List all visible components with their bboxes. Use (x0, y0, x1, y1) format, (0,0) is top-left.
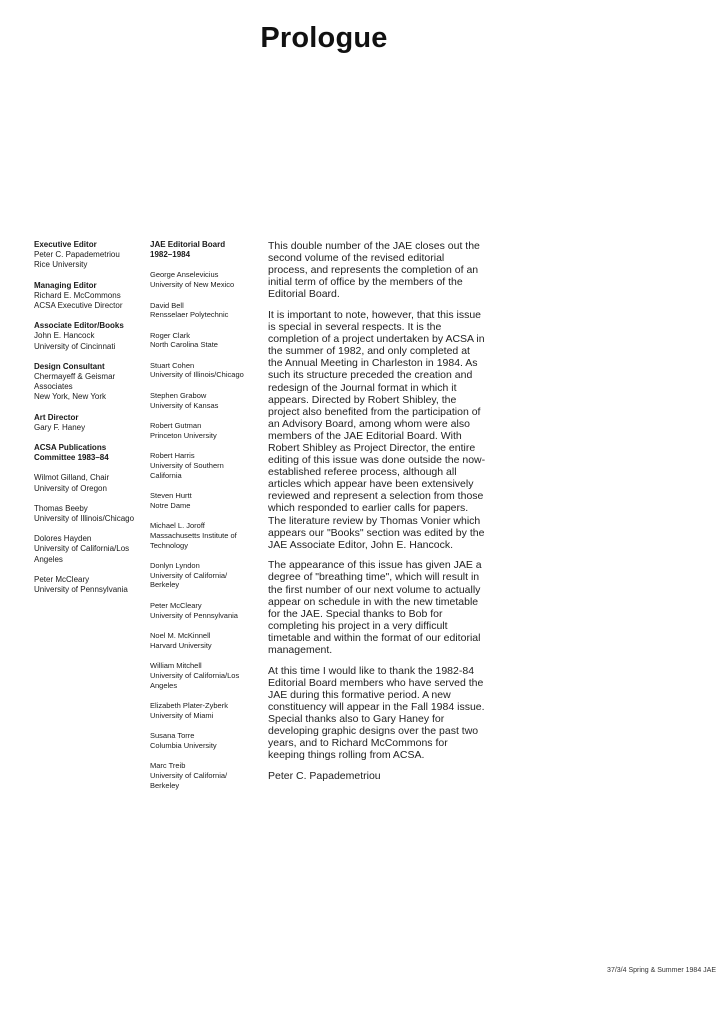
board-member-name: William Mitchell (150, 660, 202, 670)
board-member-affiliation: Princeton University (150, 430, 217, 440)
board-member-name: George Anselevicius (150, 270, 219, 280)
staff-line: Richard E. McCommons (34, 290, 121, 300)
staff-role-heading: Executive Editor (34, 240, 97, 249)
body-paragraph: It is important to note, however, that this issue is special in several respects. It is the completion of a project undertaken by ACSA in the summer of 1982, and only completed at the Annual Meeting in Charleston in 1984. As such its structure preceded the creation and redesign of the Journal format in which it appears. Directed by Robert Shibley, the project also benefited from the participation of an Advisory Board, among whom were also members of the JAE Editorial Board. With Robert Shibley as Project Director, the entire editing of this issue was done outside the now-established referee process, although all articles which appear have been extensively reviewed and represent a selection from those which responded to earlier calls for papers. The literature review by Thomas Vonier which appears our "Books" section was edited by the JAE Associate Editor, John E. Hancock. (268, 308, 486, 551)
board-member-name: David Bell (150, 300, 184, 310)
staff-line: University of Illinois/Chicago (34, 514, 135, 524)
staff-role-heading: Managing Editor (34, 280, 97, 290)
board-member (150, 731, 262, 751)
board-member-affiliation: University of New Mexico (150, 280, 235, 290)
staff-group (34, 443, 134, 463)
board-member-name: Michael L. Joroff (150, 520, 205, 530)
board-member (150, 601, 262, 621)
staff-line: New York, New York (34, 392, 107, 402)
board-member-affiliation: Berkeley (150, 580, 180, 590)
board-member-affiliation: University of California/ (150, 770, 228, 780)
board-member (150, 561, 262, 590)
staff-group (34, 413, 134, 433)
staff-line: Associates (34, 382, 73, 392)
board-member-name: Robert Harris (150, 450, 195, 460)
board-member (150, 301, 262, 321)
board-member-name: Stuart Cohen (150, 360, 195, 370)
body-paragraph: At this time I would like to thank the 1982-84 Editorial Board members who have served the JAE during this formative period. A new constituency will appear in the Fall 1984 issue. Special thanks also to Gary Haney for developing graphic designs over the past two years, and to Richard McCommons for keeping things rolling from ACSA. (268, 664, 485, 762)
board-member-name: Robert Gutman (150, 420, 202, 430)
staff-line: Rice University (34, 260, 88, 270)
staff-group (34, 321, 134, 352)
board-member-affiliation: Rensselaer Polytechnic (150, 310, 229, 320)
board-member-affiliation: University of California/Los (150, 670, 240, 680)
staff-role-heading: Design Consultant (34, 361, 105, 371)
board-member (150, 270, 262, 290)
staff-line: John E. Hancock (34, 331, 95, 341)
staff-line: University of Pennsylvania (34, 585, 128, 595)
board-member-affiliation: Columbia University (150, 740, 217, 750)
board-member-name: Peter McCleary (150, 600, 202, 610)
board-member-affiliation: Technology (150, 540, 188, 550)
board-member-affiliation: University of Pennsylvania (150, 610, 238, 620)
staff-line: Angeles (34, 554, 63, 564)
staff-role-heading: Art Director (34, 412, 79, 422)
board-member-name: Stephen Grabow (150, 390, 207, 400)
body-paragraph: The appearance of this issue has given JAE a degree of "breathing time", which will result in the first number of our next volume to actually appear on schedule in with the new timetable for the JAE. Special thanks to Bob for completing his project in a very difficult timetable and within the format of our editorial management. (268, 559, 482, 656)
board-member (150, 521, 262, 550)
board-member-affiliation: Harvard University (150, 640, 212, 650)
board-heading-line: JAE Editorial Board (150, 240, 226, 249)
staff-line: ACSA Executive Director (34, 301, 123, 311)
staff-role-heading: ACSA Publications Committee 1983–84 (34, 443, 109, 463)
board-member-name: Roger Clark (150, 330, 191, 340)
staff-group (34, 575, 134, 595)
staff-group (34, 281, 134, 312)
board-member-name: Elizabeth Plater-Zyberk (150, 700, 228, 710)
page-title: Prologue (260, 22, 388, 54)
staff-line: Peter C. Papademetriou (34, 250, 120, 260)
board-member (150, 631, 262, 651)
board-member (150, 661, 262, 690)
staff-group (34, 362, 134, 403)
board-member-name: Steven Hurtt (150, 490, 192, 500)
staff-line: Thomas Beeby (34, 503, 88, 513)
staff-line: University of California/Los (34, 544, 130, 554)
board-member-affiliation: University of Illinois/Chicago (150, 370, 244, 380)
board-member-affiliation: Angeles (150, 680, 178, 690)
body-paragraph: This double number of the JAE closes out the second volume of the revised editorial process, and represents the completion of an initial term of office by the members of the Editorial Board. (268, 240, 480, 301)
board-member (150, 701, 262, 721)
staff-group (34, 504, 134, 524)
board-member-name: Susana Torre (150, 730, 195, 740)
staff-group (34, 240, 134, 271)
page-footer: 37/3/4 Spring & Summer 1984 JAE (607, 967, 716, 974)
staff-role-heading: Associate Editor/Books (34, 321, 124, 331)
staff-line: Gary F. Haney (34, 422, 86, 432)
board-member (150, 331, 262, 351)
board-member-name: Marc Treib (150, 761, 186, 770)
board-member-affiliation: North Carolina State (150, 340, 218, 350)
board-member-affiliation: University of California/ (150, 570, 228, 580)
board-member (150, 491, 262, 511)
staff-masthead (34, 240, 134, 605)
board-member-affiliation: California (150, 470, 182, 480)
board-member-name: Donlyn Lyndon (150, 560, 200, 570)
staff-group (34, 473, 134, 493)
board-member (150, 761, 262, 790)
board-heading-years: 1982–1984 (150, 250, 191, 260)
board-member (150, 421, 262, 441)
staff-group (34, 534, 134, 565)
staff-line: University of Oregon (34, 483, 107, 493)
staff-line: Chermayeff & Geismar (34, 372, 116, 382)
board-member-affiliation: Berkeley (150, 780, 180, 790)
prologue-text (268, 240, 486, 782)
board-member-affiliation: University of Southern (150, 460, 224, 470)
staff-line: University of Cincinnati (34, 341, 116, 351)
board-member-affiliation: University of Kansas (150, 400, 219, 410)
author-signature: Peter C. Papademetriou (268, 769, 381, 782)
editorial-board-list (150, 240, 262, 801)
board-member-name: Noel M. McKinnell (150, 630, 211, 640)
staff-line: Wilmot Gilland, Chair (34, 473, 110, 483)
board-member-affiliation: Notre Dame (150, 500, 191, 510)
staff-line: Peter McCleary (34, 574, 90, 584)
board-member-affiliation: Massachusetts Institute of (150, 530, 237, 540)
editorial-board-heading (150, 240, 262, 260)
board-member (150, 361, 262, 381)
board-member (150, 391, 262, 411)
staff-line: Dolores Hayden (34, 534, 92, 544)
board-member-affiliation: University of Miami (150, 710, 214, 720)
board-member (150, 451, 262, 480)
